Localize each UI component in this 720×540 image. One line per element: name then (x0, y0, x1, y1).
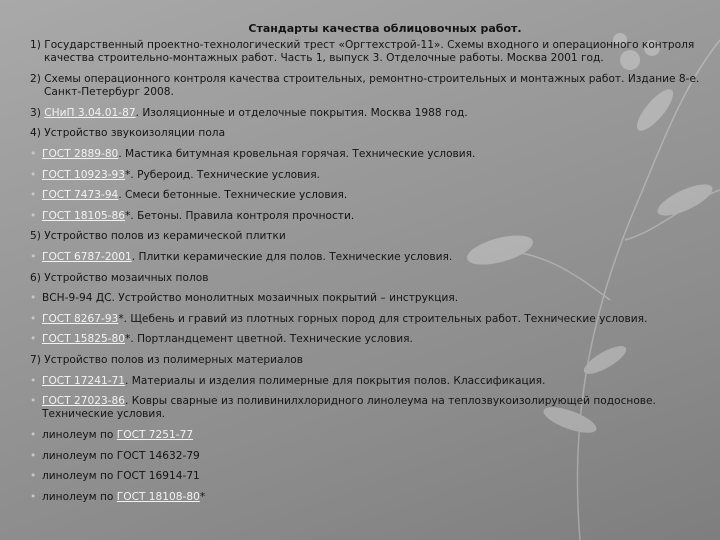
item-text: . Материалы и изделия полимерные для покрытия полов. Классификация. (125, 374, 546, 387)
item-text: линолеум по ГОСТ 14632-79 (42, 449, 200, 462)
list-item (30, 169, 700, 182)
document-content (30, 22, 700, 511)
list-item (30, 251, 700, 264)
standard-link[interactable]: ГОСТ 15825-80 (42, 333, 126, 346)
item-text: * (199, 490, 206, 503)
item-text: 6) Устройство мозаичных полов (30, 271, 209, 284)
section-heading (30, 354, 700, 367)
item-text: линолеум по ГОСТ 16914-71 (42, 470, 200, 483)
item-text: *. Щебень и гравий из плотных горных пород для строительных работ. Технические условия. (118, 312, 648, 325)
section-heading (30, 107, 700, 120)
standard-link[interactable]: ГОСТ 6787-2001 (42, 250, 132, 263)
section-heading (30, 127, 700, 140)
standards-list (30, 39, 700, 504)
list-item (30, 148, 700, 161)
item-text: 1) Государственный проектно-технологический трест «Оргтехстрой-11». Схемы входного и операционного контроля качества строительно-монтажных работ. Часть 1, выпуск 3. Отделочные работы. Москва 2001 год. (30, 39, 695, 65)
item-text: . Ковры сварные из поливинилхлоридного линолеума на теплозвукоизолирующей подоснове. Технические условия. (42, 395, 656, 421)
item-text: *. Портландцемент цветной. Технические условия. (125, 333, 413, 346)
item-text: 2) Схемы операционного контроля качества строительных, ремонтно-строительных и монтажных работ. Издание 8-е. Санкт-Петербург 2008. (30, 73, 700, 99)
list-item (30, 395, 700, 421)
item-text: ВСН-9-94 ДС. Устройство монолитных мозаичных покрытий – инструкция. (42, 292, 459, 305)
item-prefix: 3) (30, 106, 45, 119)
standard-link[interactable]: ГОСТ 17241-71 (42, 374, 126, 387)
standard-link[interactable]: ГОСТ 27023-86 (42, 395, 126, 408)
list-item (30, 189, 700, 202)
list-item (30, 292, 700, 305)
standard-link[interactable]: ГОСТ 18105-86 (42, 209, 126, 222)
list-item (30, 450, 700, 463)
item-text: *. Бетоны. Правила контроля прочности. (125, 209, 355, 222)
item-text: 4) Устройство звукоизоляции пола (30, 127, 226, 140)
item-text: . Изоляционные и отделочные покрытия. Москва 1988 год. (135, 106, 468, 119)
section-heading (30, 39, 700, 65)
section-heading (30, 73, 700, 99)
standard-link[interactable]: ГОСТ 7251-77 (116, 428, 194, 441)
item-text: . Смеси бетонные. Технические условия. (118, 189, 348, 202)
item-text: *. Рубероид. Технические условия. (125, 168, 320, 181)
list-item (30, 333, 700, 346)
item-text: 7) Устройство полов из полимерных материалов (30, 353, 304, 366)
list-item (30, 210, 700, 223)
document-title: Стандарты качества облицовочных работ. (248, 22, 522, 35)
standard-link[interactable]: ГОСТ 18108-80 (116, 490, 200, 503)
list-item (30, 491, 700, 504)
section-heading (30, 230, 700, 243)
standard-link[interactable]: ГОСТ 2889-80 (42, 147, 119, 160)
standard-link[interactable]: СНиП 3.04.01-87 (44, 106, 136, 119)
list-item (30, 375, 700, 388)
list-item (30, 429, 700, 442)
section-heading (30, 272, 700, 285)
item-prefix: линолеум по (42, 490, 117, 503)
standard-link[interactable]: ГОСТ 7473-94 (42, 189, 119, 202)
standard-link[interactable]: ГОСТ 10923-93 (42, 168, 126, 181)
standard-link[interactable]: ГОСТ 8267-93 (42, 312, 119, 325)
list-item (30, 313, 700, 326)
item-text: 5) Устройство полов из керамической плитки (30, 230, 286, 243)
item-prefix: линолеум по (42, 428, 117, 441)
item-text: . Мастика битумная кровельная горячая. Технические условия. (118, 147, 476, 160)
list-item (30, 470, 700, 483)
item-text: . Плитки керамические для полов. Технические условия. (131, 250, 453, 263)
